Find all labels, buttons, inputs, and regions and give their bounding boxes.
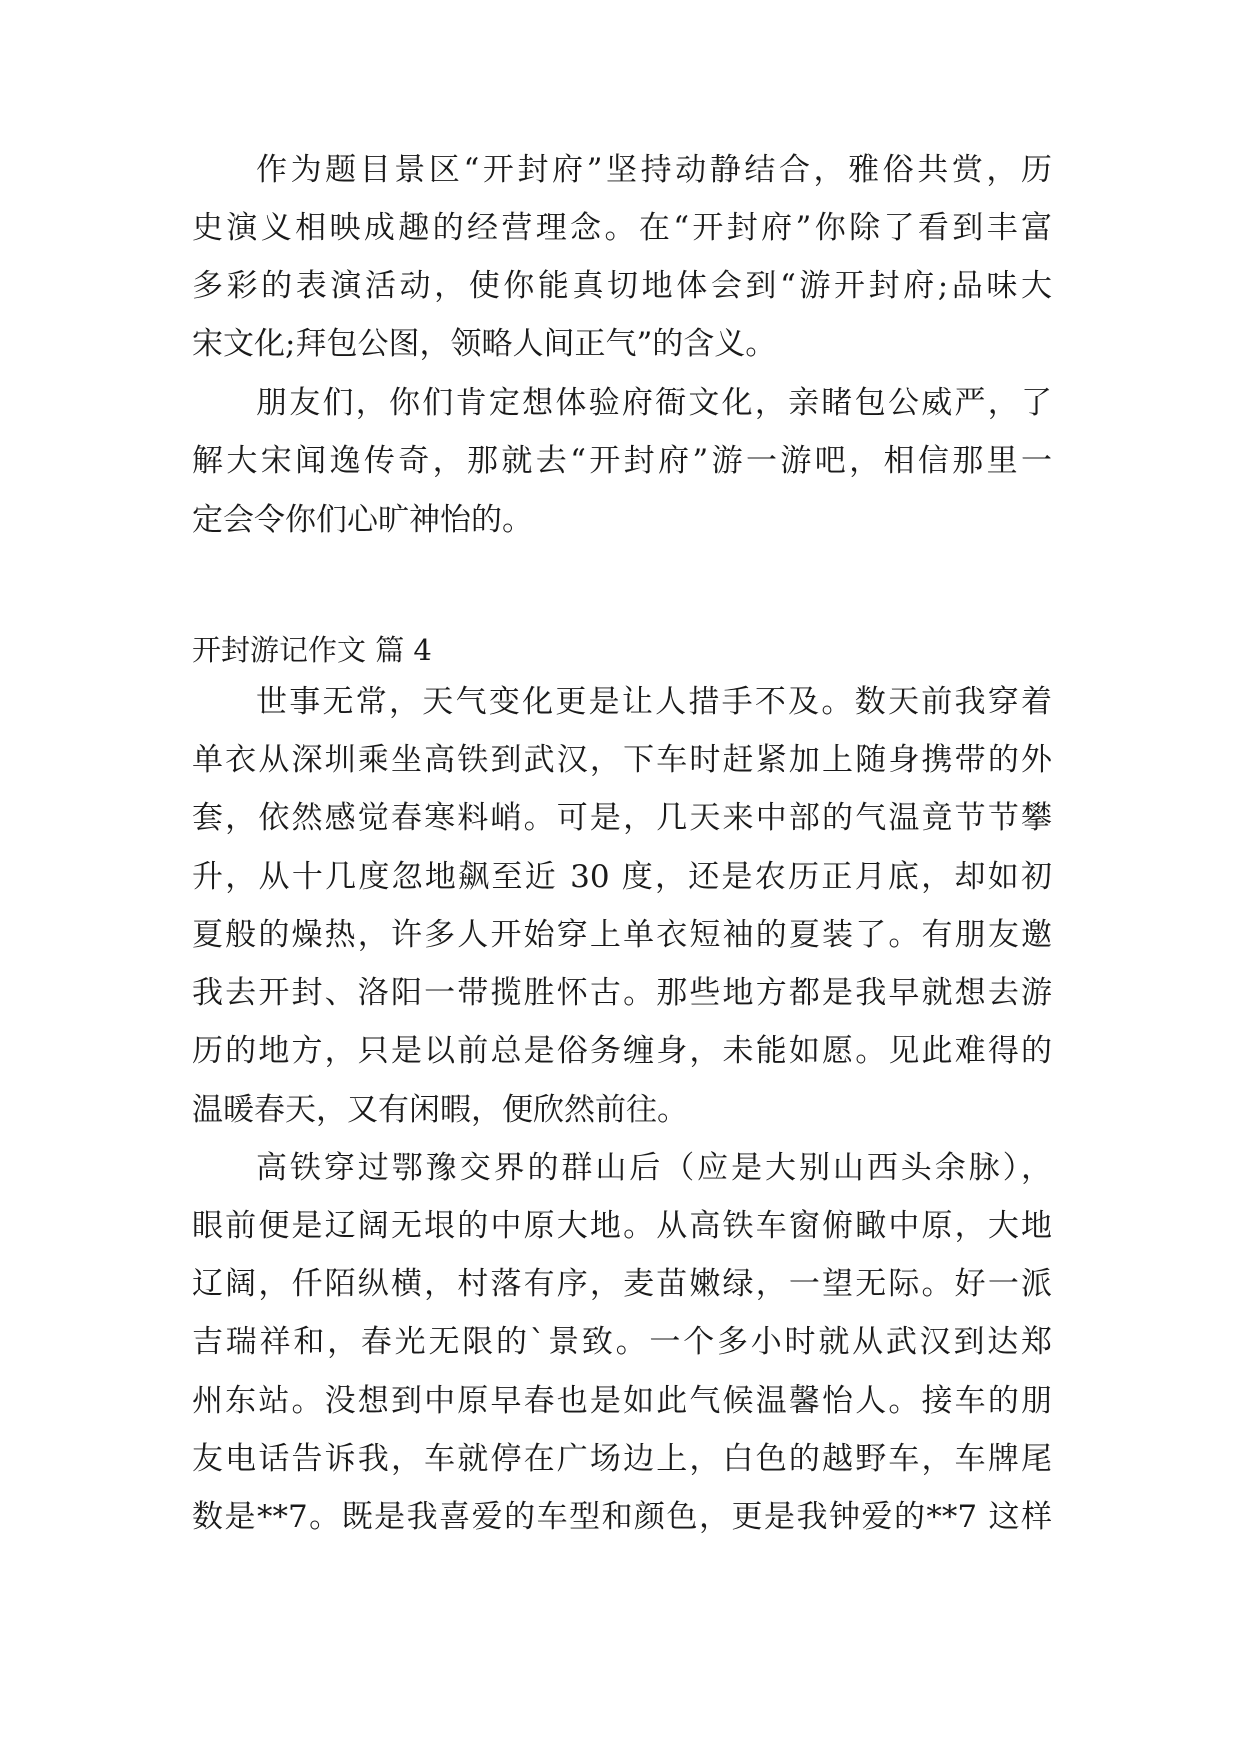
paragraph-4-line-5: 州东站。没想到中原早春也是如此气候温馨怡人。接车的朋 (192, 1383, 1052, 1419)
paragraph-1-line-3: 多彩的表演活动，使你能真切地体会到“游开封府;品味大 (192, 268, 1052, 304)
paragraph-4-line-2: 眼前便是辽阔无垠的中原大地。从高铁车窗俯瞰中原，大地 (192, 1208, 1052, 1244)
paragraph-4-line-3: 辽阔，仟陌纵横，村落有序，麦苗嫩绿，一望无际。好一派 (192, 1266, 1052, 1302)
paragraph-4-line-1: 高铁穿过鄂豫交界的群山后（应是大别山西头余脉）， (256, 1150, 1052, 1186)
paragraph-4-line-4: 吉瑞祥和，春光无限的`景致。一个多小时就从武汉到达郑 (192, 1324, 1052, 1360)
paragraph-2-line-2: 解大宋闻逸传奇，那就去“开封府”游一游吧，相信那里一 (192, 443, 1052, 479)
paragraph-3-line-4: 升，从十几度忽地飙至近 30 度，还是农历正月底，却如初 (192, 859, 1052, 895)
paragraph-4-line-6: 友电话告诉我，车就停在广场边上，白色的越野车，车牌尾 (192, 1441, 1052, 1477)
section-heading: 开封游记作文 篇 4 (192, 633, 432, 667)
paragraph-3-line-6: 我去开封、洛阳一带揽胜怀古。那些地方都是我早就想去游 (192, 975, 1052, 1011)
paragraph-3-line-8: 温暖春天，又有闲暇，便欣然前往。 (192, 1092, 688, 1128)
paragraph-3-line-3: 套，依然感觉春寒料峭。可是，几天来中部的气温竟节节攀 (192, 800, 1052, 836)
paragraph-2-line-3: 定会令你们心旷神怡的。 (192, 502, 533, 538)
paragraph-1-line-1: 作为题目景区“开封府”坚持动静结合，雅俗共赏，历 (256, 152, 1052, 188)
paragraph-3-line-7: 历的地方，只是以前总是俗务缠身，未能如愿。见此难得的 (192, 1033, 1052, 1069)
paragraph-1-line-4: 宋文化;拜包公图，领略人间正气”的含义。 (192, 326, 777, 362)
paragraph-4-line-7: 数是**7。既是我喜爱的车型和颜色，更是我钟爱的**7 这样 (192, 1499, 1052, 1535)
paragraph-3-line-2: 单衣从深圳乘坐高铁到武汉，下车时赶紧加上随身携带的外 (192, 742, 1052, 778)
paragraph-2-line-1: 朋友们，你们肯定想体验府衙文化，亲睹包公威严，了 (256, 385, 1052, 421)
paragraph-3-line-5: 夏般的燥热，许多人开始穿上单衣短袖的夏装了。有朋友邀 (192, 917, 1052, 953)
paragraph-1-line-2: 史演义相映成趣的经营理念。在“开封府”你除了看到丰富 (192, 210, 1052, 246)
paragraph-3-line-1: 世事无常，天气变化更是让人措手不及。数天前我穿着 (256, 684, 1052, 720)
